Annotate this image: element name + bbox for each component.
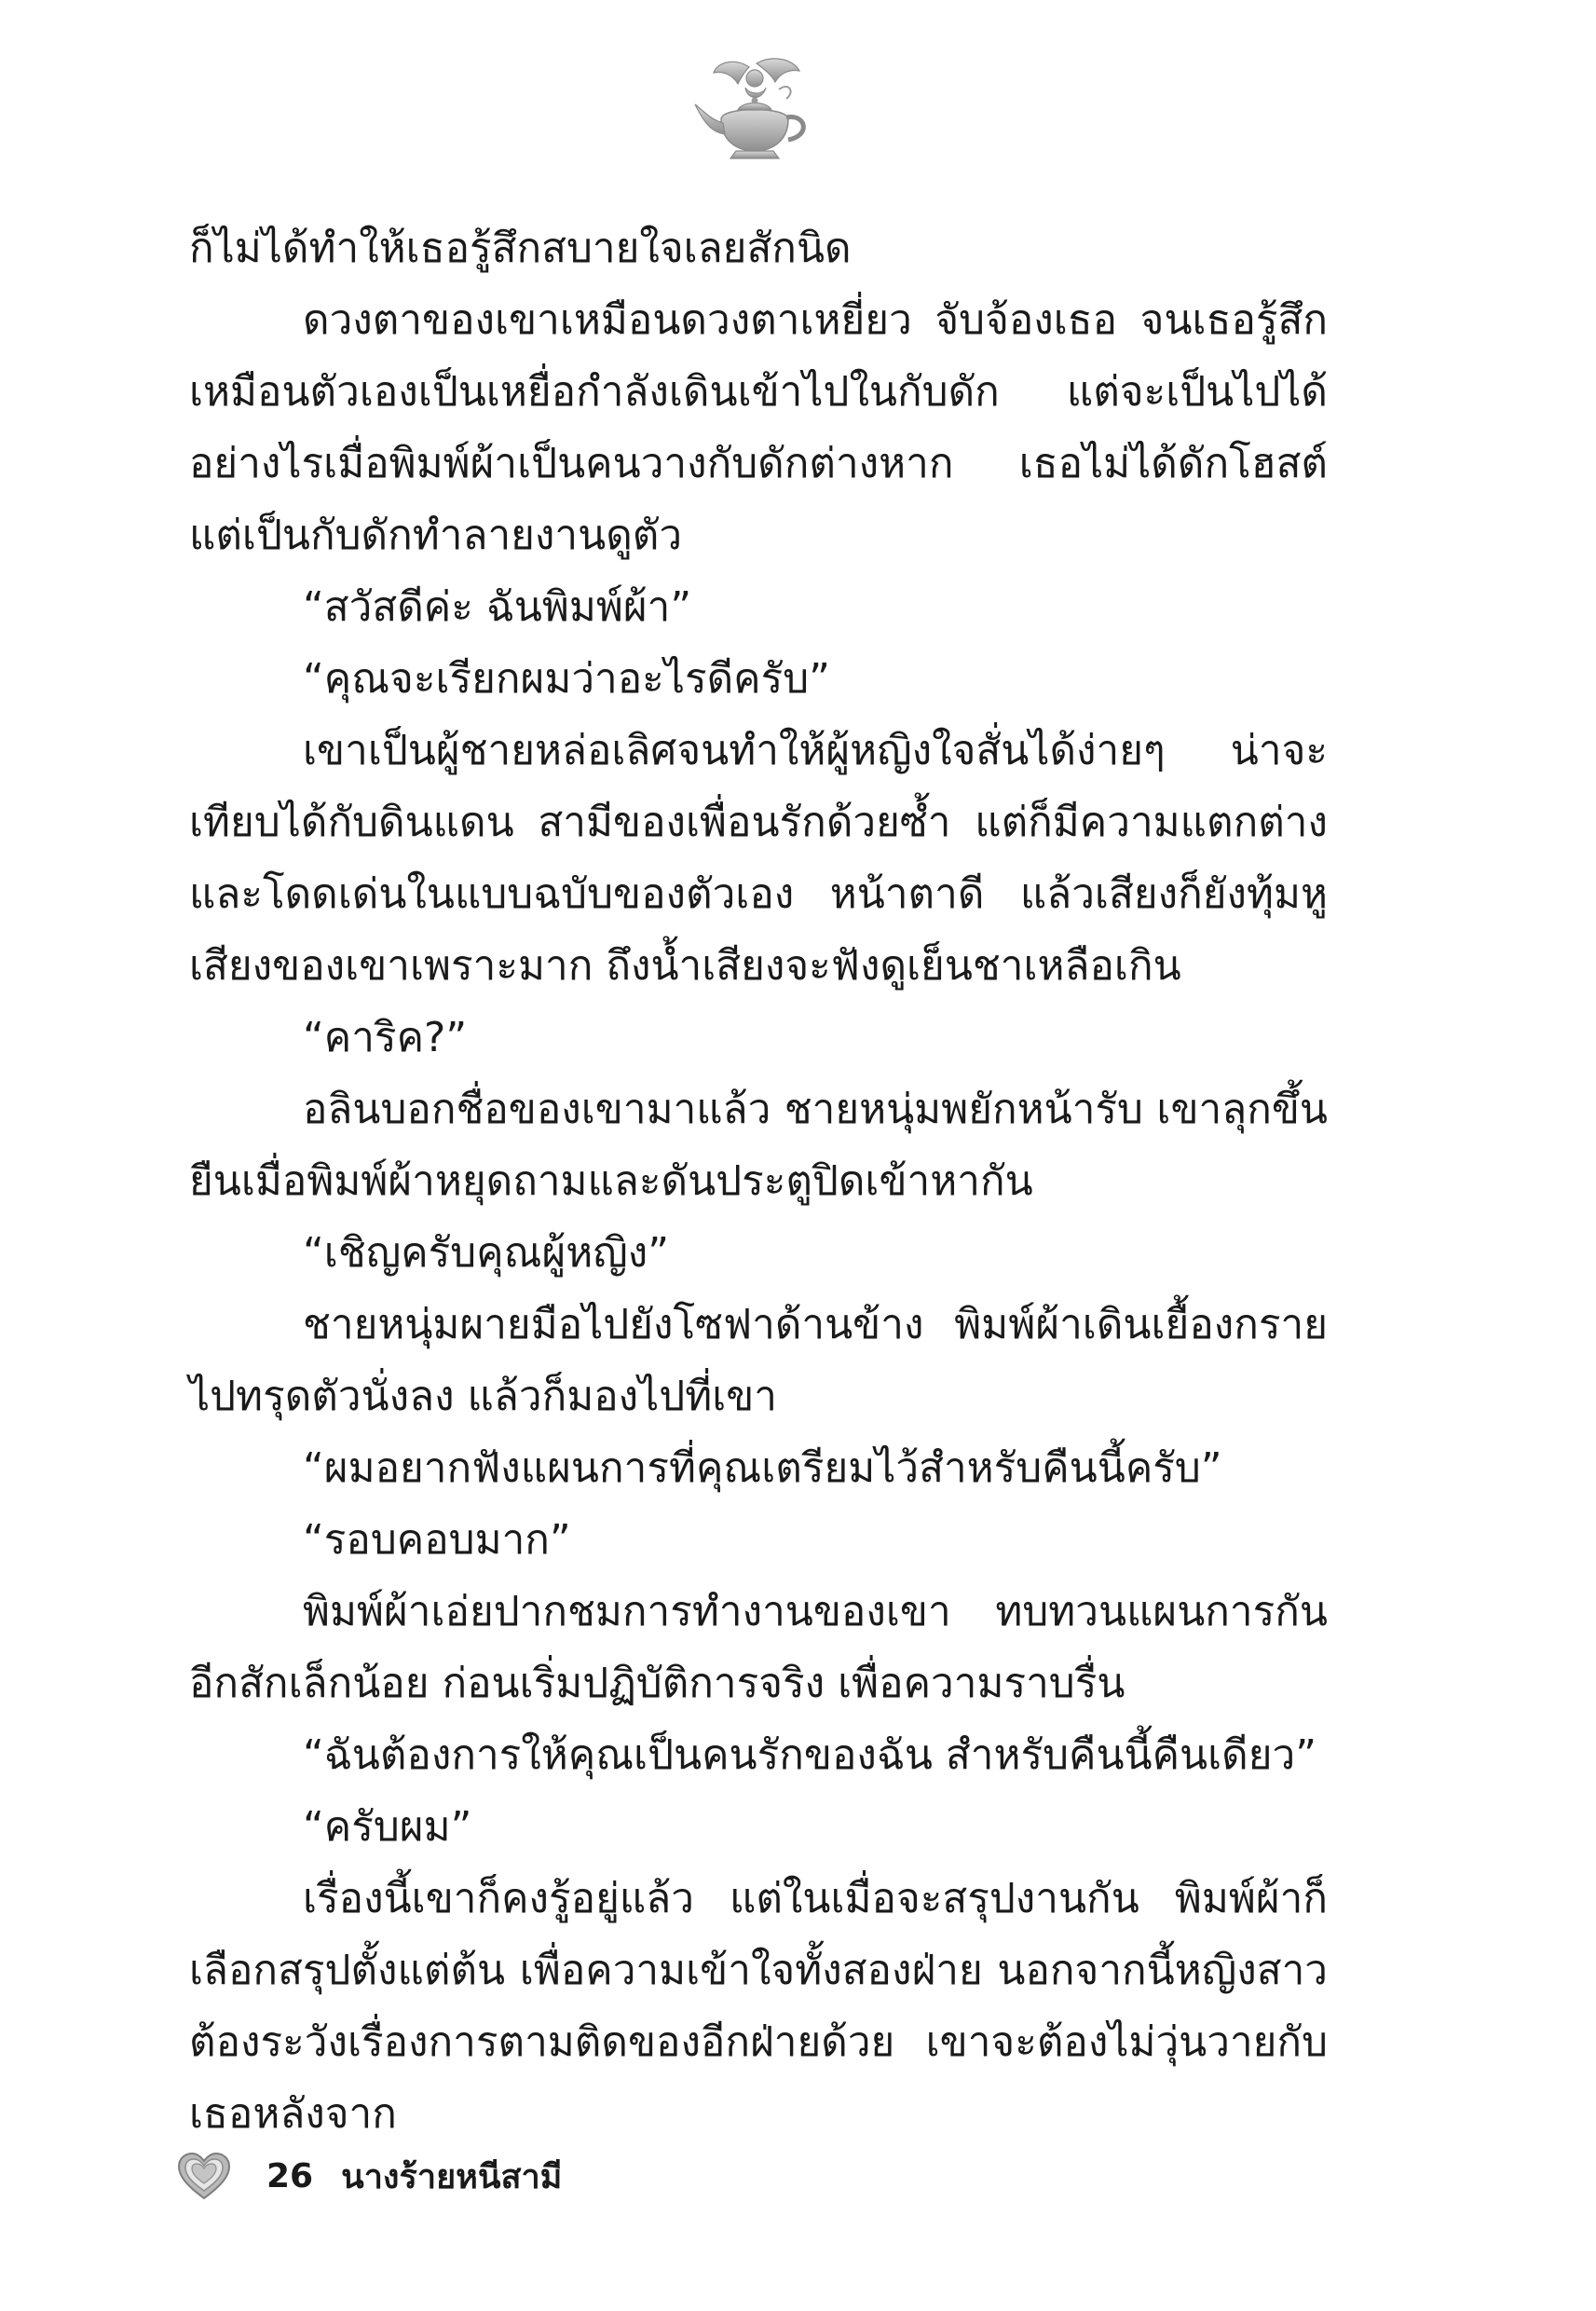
chapter-body-text — [189, 212, 1328, 2150]
paragraph: “คุณจะเรียกผมว่าอะไรดีครับ” — [303, 655, 830, 703]
paragraph: ดวงตาของเขาเหมือนดวงตาเหยี่ยว จับจ้องเธอ จนเธอรู้สึกเหมือนตัวเองเป็นเหยื่อกำลังเดินเข้าไปในกับดัก แต่จะเป็นไปได้อย่างไรเมื่อพิมพ์ผ้าเป็นคนวางกับดักต่างหาก เธอไม่ได้ดักโฮสต์ แต่เป็นกับดักทำลายงานดูตัว — [189, 296, 1328, 559]
page-number: 26 — [266, 2156, 314, 2195]
paragraph: “ครับผม” — [303, 1803, 472, 1851]
paragraph: เขาเป็นผู้ชายหล่อเลิศจนทำให้ผู้หญิงใจสั่นได้ง่ายๆ น่าจะเทียบได้กับดินแดน สามีของเพื่อนรักด้วยซ้ำ แต่ก็มีความแตกต่างและโดดเด่นในแบบฉบับของตัวเอง หน้าตาดี แล้วเสียงก็ยังทุ้มหู เสียงของเขาเพราะมาก ถึงน้ำเสียงจะฟังดูเย็นชาเหลือเกิน — [189, 727, 1328, 990]
paragraph: ก็ไม่ได้ทำให้เธอรู้สึกสบายใจเลยสักนิด — [189, 225, 852, 272]
heart-icon — [177, 2152, 231, 2200]
paragraph: “ฉันต้องการให้คุณเป็นคนรักของฉัน สำหรับคืนนี้คืนเดียว” — [303, 1731, 1317, 1779]
paragraph: เรื่องนี้เขาก็คงรู้อยู่แล้ว แต่ในเมื่อจะสรุปงานกัน พิมพ์ผ้าก็เลือกสรุปตั้งแต่ต้น เพื่อความเข้าใจทั้งสองฝ่าย นอกจากนี้หญิงสาวต้องระวังเรื่องการตามติดของอีกฝ่ายด้วย เขาจะต้องไม่วุ่นวายกับเธอหลังจาก — [189, 1875, 1328, 2138]
paragraph: “ผมอยากฟังแผนการที่คุณเตรียมไว้สำหรับคืนนี้ครับ” — [303, 1444, 1222, 1492]
paragraph: “รอบคอบมาก” — [303, 1516, 571, 1564]
paragraph: ชายหนุ่มผายมือไปยังโซฟาด้านข้าง พิมพ์ผ้าเดินเยื้องกรายไปทรุดตัวนั่งลง แล้วก็มองไปที่เขา — [189, 1301, 1328, 1420]
paragraph: “คาริค?” — [303, 1014, 468, 1061]
book-title: นางร้ายหนีสามี — [341, 2157, 563, 2196]
page-footer — [177, 2148, 562, 2204]
paragraph: “สวัสดีค่ะ ฉันพิมพ์ผ้า” — [303, 583, 692, 631]
paragraph: “เชิญครับคุณผู้หญิง” — [303, 1229, 669, 1277]
cupid-teapot-ornament-icon — [689, 54, 820, 166]
paragraph: อลินบอกชื่อของเขามาแล้ว ชายหนุ่มพยักหน้ารับ เขาลุกขึ้นยืนเมื่อพิมพ์ผ้าหยุดถามและดันประตูปิดเข้าหากัน — [189, 1086, 1328, 1205]
paragraph: พิมพ์ผ้าเอ่ยปากชมการทำงานของเขา ทบทวนแผนการกันอีกสักเล็กน้อย ก่อนเริ่มปฏิบัติการจริง เพื่อความราบรื่น — [189, 1588, 1328, 1707]
